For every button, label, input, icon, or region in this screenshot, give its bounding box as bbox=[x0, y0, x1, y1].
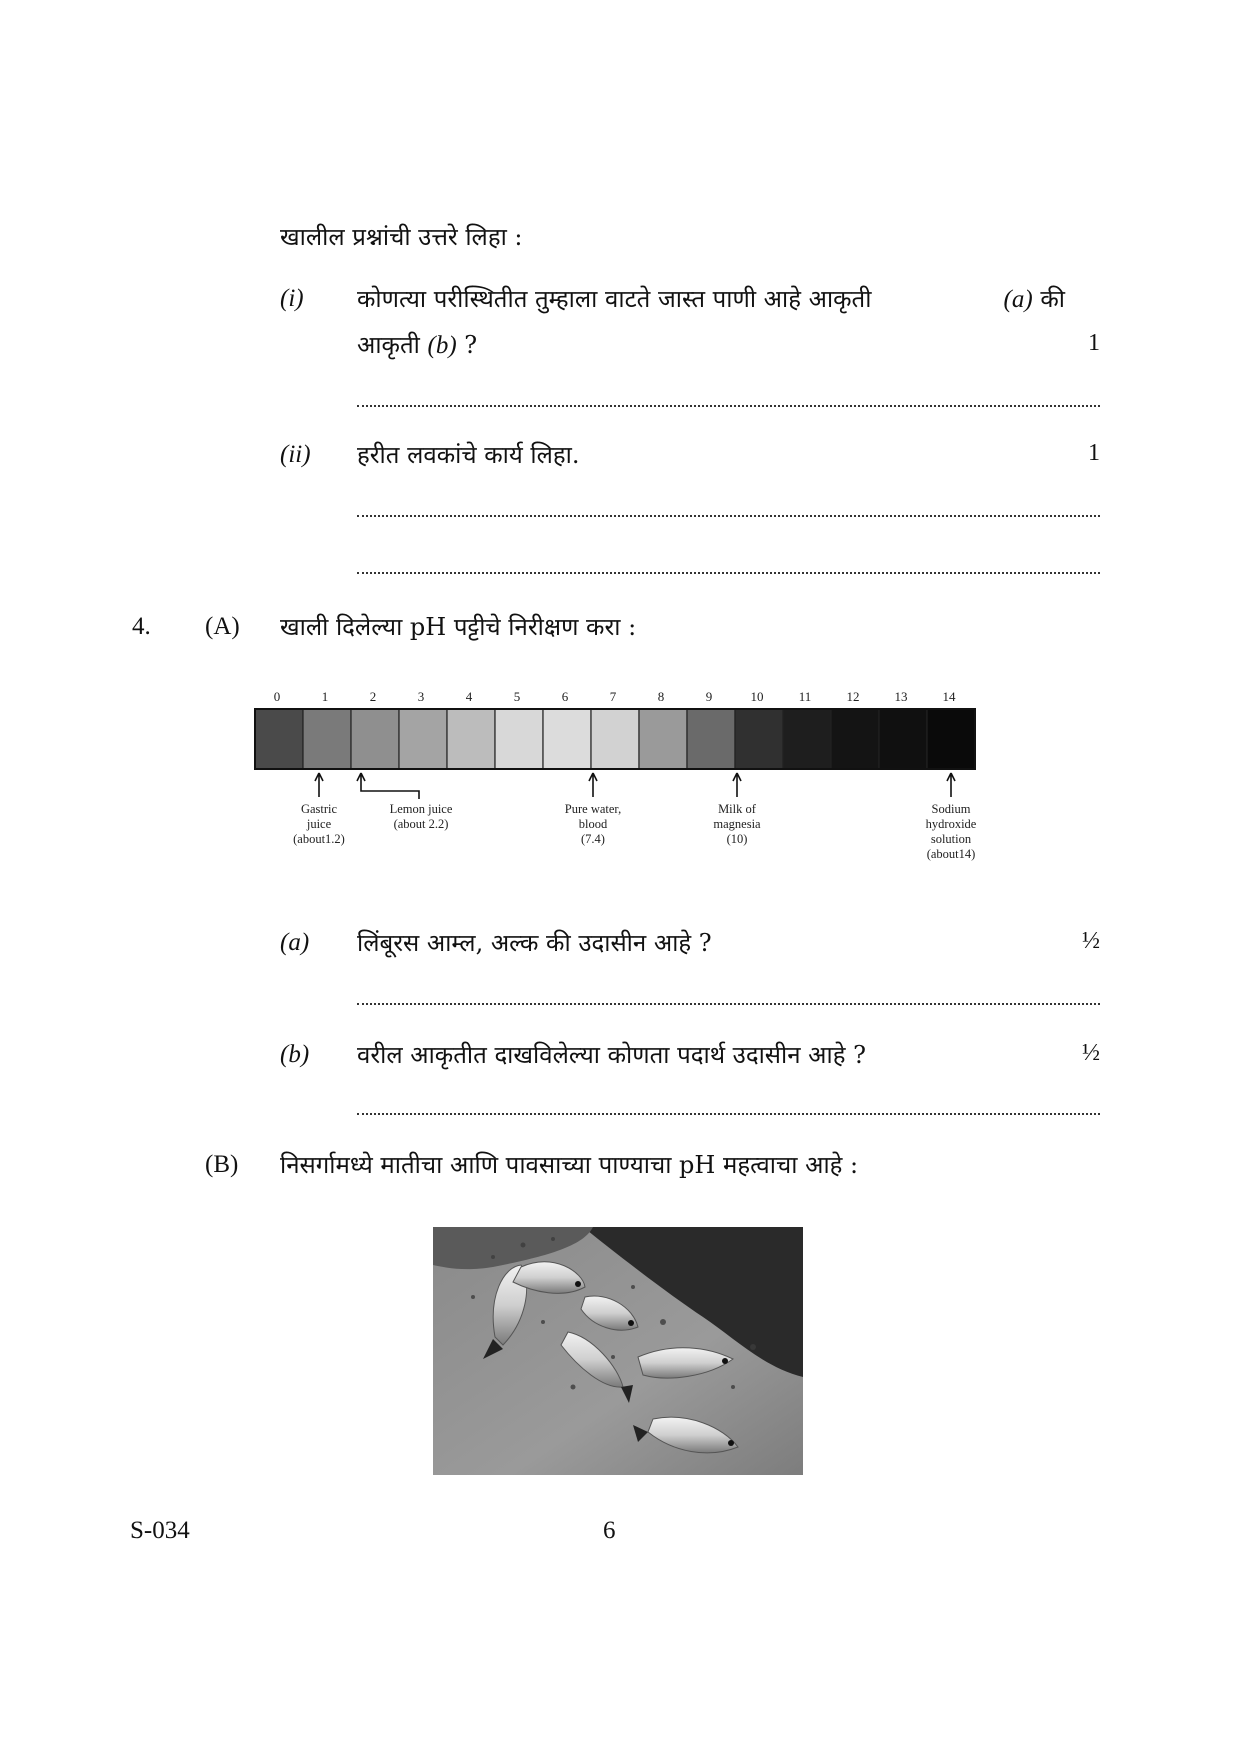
question-number: 4. bbox=[132, 613, 151, 640]
ph-tick-label: 9 bbox=[705, 689, 713, 704]
question-i-label: (i) bbox=[280, 285, 304, 312]
answer-line[interactable] bbox=[357, 1113, 1100, 1115]
ph-cell bbox=[735, 709, 783, 769]
ph-annotation-label: Pure water, bbox=[564, 802, 622, 816]
ph-tick-label: 14 bbox=[942, 689, 956, 704]
instruction-text: खालील प्रश्नांची उत्तरे लिहा : bbox=[280, 223, 523, 251]
ph-tick-label: 13 bbox=[894, 689, 908, 704]
question-i-line1 bbox=[357, 284, 1065, 315]
paper-code: S-034 bbox=[130, 1517, 190, 1544]
ph-annotation-label: Milk of bbox=[718, 802, 756, 816]
question-b-marks: ½ bbox=[1082, 1040, 1100, 1066]
ph-cell bbox=[927, 709, 975, 769]
answer-line[interactable] bbox=[357, 405, 1100, 407]
ph-annotation-label: blood bbox=[578, 817, 608, 831]
ph-cell bbox=[495, 709, 543, 769]
ph-cell bbox=[687, 709, 735, 769]
part-a-text: खाली दिलेल्या pH पट्टीचे निरीक्षण करा : bbox=[280, 613, 637, 641]
ph-annotation-label: solution bbox=[930, 832, 972, 846]
ph-arrow bbox=[315, 773, 323, 797]
ph-annotation-label: (about 2.2) bbox=[393, 817, 449, 831]
question-a-marks: ½ bbox=[1082, 928, 1100, 954]
ph-cell bbox=[543, 709, 591, 769]
question-ii-text: हरीत लवकांचे कार्य लिहा. bbox=[357, 441, 580, 469]
figure-a-ref: (a) bbox=[1003, 286, 1033, 313]
ph-tick-label: 6 bbox=[561, 689, 569, 704]
ph-tick-label: 12 bbox=[846, 689, 860, 704]
ph-tick-label: 3 bbox=[417, 689, 425, 704]
ph-arrow bbox=[733, 773, 741, 797]
question-i-line1-end: की bbox=[1040, 285, 1065, 313]
question-ii-label: (ii) bbox=[280, 441, 311, 468]
answer-line[interactable] bbox=[357, 572, 1100, 574]
ph-annotation-label: juice bbox=[306, 817, 332, 831]
answer-line[interactable] bbox=[357, 1003, 1100, 1005]
ph-cell bbox=[831, 709, 879, 769]
part-b-text: निसर्गामध्ये मातीचा आणि पावसाच्या पाण्याचा pH महत्वाचा आहे : bbox=[280, 1151, 859, 1179]
question-i-text: कोणत्या परीस्थितीत तुम्हाला वाटते जास्त पाणी आहे आकृती bbox=[357, 285, 872, 313]
ph-cell bbox=[447, 709, 495, 769]
ph-scale-figure bbox=[250, 685, 995, 880]
ph-annotation-label: magnesia bbox=[713, 817, 761, 831]
ph-tick-label: 4 bbox=[465, 689, 473, 704]
ph-annotation-label: (10) bbox=[726, 832, 748, 846]
ph-tick-label: 11 bbox=[798, 689, 812, 704]
ph-annotation-label: Sodium bbox=[931, 802, 971, 816]
ph-tick-label: 8 bbox=[657, 689, 665, 704]
question-b-label: (b) bbox=[280, 1041, 310, 1068]
question-i-marks: 1 bbox=[1088, 330, 1100, 356]
ph-tick-label: 10 bbox=[750, 689, 764, 704]
question-ii-marks: 1 bbox=[1088, 440, 1100, 466]
ph-tick-label: 2 bbox=[369, 689, 377, 704]
part-b-label: (B) bbox=[205, 1151, 239, 1178]
question-b-text: वरील आकृतीत दाखविलेल्या कोणता पदार्थ उदासीन आहे ? bbox=[357, 1041, 866, 1069]
ph-tick-label: 5 bbox=[513, 689, 521, 704]
ph-arrow bbox=[589, 773, 597, 797]
part-a-label: (A) bbox=[205, 613, 240, 640]
ph-cell bbox=[591, 709, 639, 769]
question-i-line2: आकृती (b) ? bbox=[357, 331, 478, 359]
ph-tick-label: 0 bbox=[273, 689, 281, 704]
ph-cell bbox=[351, 709, 399, 769]
page-number: 6 bbox=[603, 1517, 616, 1544]
ph-arrow bbox=[947, 773, 955, 797]
dead-fish-photo bbox=[433, 1227, 803, 1475]
answer-line[interactable] bbox=[357, 515, 1100, 517]
ph-annotation-label: Gastric bbox=[300, 802, 338, 816]
ph-cell bbox=[255, 709, 303, 769]
figure-b-ref: (b) bbox=[427, 332, 457, 359]
ph-annotation-label: (about14) bbox=[926, 847, 976, 861]
ph-annotation-label: hydroxide bbox=[925, 817, 977, 831]
ph-annotation-label: (about1.2) bbox=[293, 832, 345, 846]
ph-arrow bbox=[357, 773, 419, 799]
ph-cell bbox=[399, 709, 447, 769]
ph-tick-label: 7 bbox=[609, 689, 617, 704]
ph-cell bbox=[783, 709, 831, 769]
ph-annotation-label: Lemon juice bbox=[389, 802, 453, 816]
ph-annotation-label: (7.4) bbox=[581, 832, 605, 846]
ph-tick-label: 1 bbox=[321, 689, 329, 704]
ph-cell bbox=[639, 709, 687, 769]
ph-cell bbox=[303, 709, 351, 769]
ph-cell bbox=[879, 709, 927, 769]
question-a-label: (a) bbox=[280, 929, 310, 956]
question-a-text: लिंबूरस आम्ल, अल्क की उदासीन आहे ? bbox=[357, 929, 712, 957]
